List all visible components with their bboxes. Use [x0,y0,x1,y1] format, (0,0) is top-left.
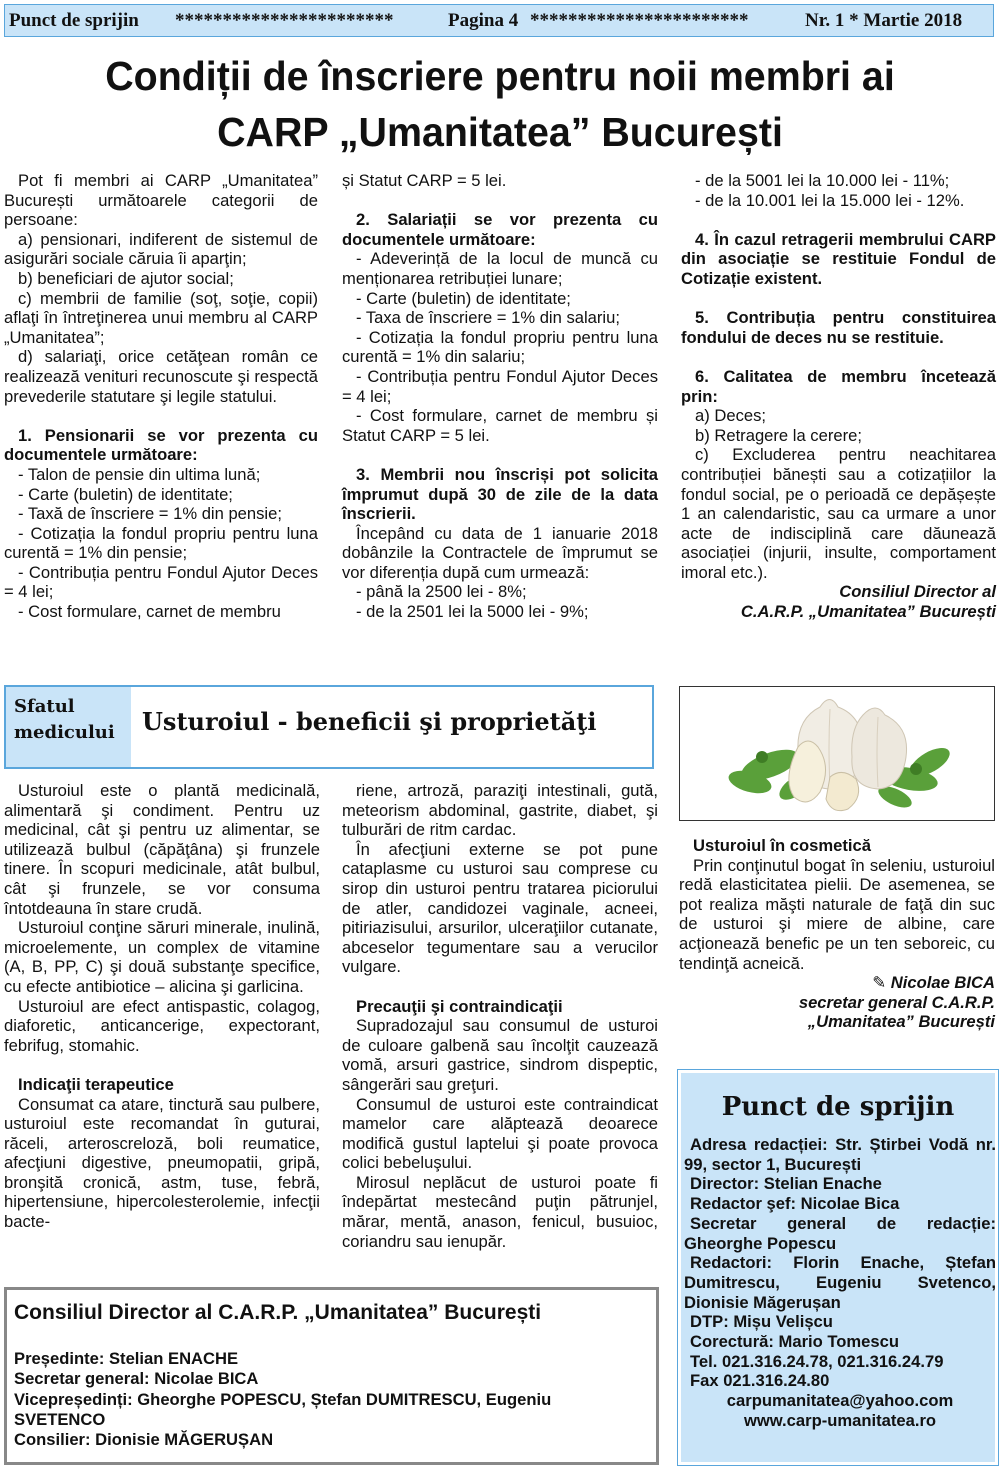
paragraph-spacer [681,289,996,309]
section-heading: Usturoiul în cosmetică [693,836,871,855]
paragraph: d) salariaţi, orice cetăţean român ce realizează venituri recunoscute şi respectă prevederile statutare şi legile statului. [4,347,318,406]
health-column-3 [679,836,995,1032]
paragraph: Prin conţinutul bogat în seleniu, usturoiul redă elasticitatea pielii. De asemenea, se pot realiza măşti naturale de faţă din suc de usturoi şi miere de albine, care acţionează benefic pe un ten seboreic, cu tendinţă acneică. [679,855,995,973]
article-title-line2: CARP „Umanitatea” București [217,109,783,155]
paragraph: a) Deces; [695,406,767,426]
masthead-content [684,1135,996,1431]
paragraph: - Adeverință de la locul de muncă cu menționarea retribuției lunare; [342,249,658,288]
paragraph: Director: Stelian Enache [690,1174,882,1194]
paragraph: c) membrii de familie (soţ, soţie, copii) aflaţi în întreţinerea unui membru al CARP „Umanitatea”; [4,288,318,347]
paragraph: și Statut CARP = 5 lei. [342,171,507,190]
garlic-illustration [680,687,995,821]
header-stars-left: *********************** [175,10,394,31]
paragraph: b) beneficiari de ajutor social; [18,268,234,288]
paragraph: Usturoiul este o plantă medicinală, alimentară şi condiment. Pentru uz medicinal, cât şi pentru uz alimentar, se utilizează bulbul (căpăţâna) şi frunzele tinere. În scopuri medicinale, atât bulbul, cât şi frunzele, se vor consuma întotdeauna în stare crudă. [4,781,320,918]
article-title [20,48,980,160]
section-heading: Precauţii şi contraindicaţii [356,996,563,1016]
paragraph: a) pensionari, indiferent de sistemul de asigurări sociale căruia îi aparţin; [4,229,318,269]
paragraph-spacer [342,977,658,997]
paragraph: Fax 021.316.24.80 [690,1371,830,1391]
paragraph: - Cotizația la fondul propriu pentru luna curentă = 1% din salariu; [342,327,658,367]
board-advisor: Consilier: Dionisie MĂGERUȘAN [14,1430,274,1450]
section-heading: 5. Contribuția pentru constituirea fondului de deces nu se restituie. [681,308,996,347]
section-heading: 6. Calitatea de membru încetează prin: [681,366,996,406]
paragraph: - Contribuția pentru Fondul Ajutor Deces = 4 lei; [342,366,658,406]
paragraph: c) Excluderea pentru neachitarea contribuției bănești sau a cotizațiilor la fondul social, pe o perioadă ce depășește 1 an calendaristic, sau ca urmare a unor acte de indisciplină care dăunează asociației (injurii, insulte, comportament imoral etc.). [681,445,996,582]
paragraph: Pot fi membri ai CARP „Umanitatea” București următoarele categorii de persoane: [4,171,318,230]
paragraph: Începând cu data de 1 ianuarie 2018 dobânzile la Contractele de împrumut se vor diferenția după cum urmează: [342,523,658,582]
paragraph: În afecţiuni externe se pot pune cataplasme cu usturoi sau comprese cu sirop din usturoi pentru tratarea piciorului de atler, candidozei vaginale, acneei, pitiriazisului, arsurilor, ulceraţiilor cutanate, abceselor tegumentare sau a verucilor vulgare. [342,839,658,977]
section-heading: Indicaţii terapeutice [18,1074,174,1094]
header-issue: Nr. 1 * Martie 2018 [805,10,963,31]
section-heading: 1. Pensionarii se vor prezenta cu documentele următoare: [4,425,318,465]
paragraph: - Carte (buletin) de identitate; [18,484,233,504]
paragraph: carpumanitatea@yahoo.com [726,1391,954,1411]
article-title-line1: Condiții de înscriere pentru noii membri ai [105,53,895,99]
paragraph-spacer [342,191,658,211]
paragraph: Usturoiul conţine săruri minerale, inulină, microelemente, un complex de vitamine (A, B, PP, C) şi două substanţe specifice, cu efecte antibiotice – alicina şi garlicina. [4,918,320,996]
paragraph: Secretar general de redacție: Gheorghe Popescu [684,1213,996,1253]
signature-line: C.A.R.P. „Umanitatea” București [740,602,996,622]
paragraph: Supradozajul sau consumul de usturoi de culoare galbenă sau încolţit cauzează vomă, arsuri gastrice, sindrom dispeptic, sângerări sau greţuri. [342,1016,658,1094]
page-header [4,4,994,37]
paragraph: Mirosul neplăcut de usturoi poate fi îndepărtat mestecând puţin pătrunjel, mărar, mentă, anason, fenicul, busuioc, coriandru sau ienupăr. [342,1172,658,1251]
paragraph: - de la 2501 lei la 5000 lei - 9%; [356,602,589,622]
paragraph: - până la 2500 lei - 8%; [356,582,527,602]
paragraph: Redactor şef: Nicolae Bica [690,1194,900,1214]
paragraph: Corectură: Mario Tomescu [690,1332,900,1352]
paragraph: - Taxa de înscriere = 1% din salariu; [356,308,620,328]
header-page-number: Pagina 4 [448,10,519,31]
board-members [14,1349,644,1450]
health-column-1 [4,781,320,1232]
section-heading: 4. În cazul retragerii membrului CARP din asociație se restituie Fondul de Cotizație existent. [681,229,996,288]
paragraph-spacer [342,445,658,465]
paragraph: - Contribuția pentru Fondul Ajutor Deces = 4 lei; [4,562,318,602]
header-publication: Punct de sprijin [9,10,139,31]
paragraph: - Cost formulare, carnet de membru și Statut CARP = 5 lei. [342,406,658,445]
paragraph-spacer [681,210,996,230]
paragraph: - Taxă de înscriere = 1% din pensie; [18,504,282,524]
paragraph-spacer [681,347,996,367]
paragraph: Adresa redacției: Str. Știrbei Vodă nr. 99, sector 1, București [684,1135,996,1174]
section-heading: 2. Salariații se vor prezenta cu documentele următoare: [342,210,658,249]
health-section-tag [6,687,131,767]
paragraph: Consumul de usturoi este contraindicat mamelor care alăptează deoarece modifică gustul laptelui şi poate provoca colici bebeluşului. [342,1094,658,1173]
paragraph: - de la 5001 lei la 10.000 lei - 11%; [695,171,950,190]
conditions-column-1 [4,171,318,622]
paragraph: Tel. 021.316.24.78, 021.316.24.79 [690,1351,944,1371]
section-heading: 3. Membrii nou înscriși pot solicita împrumut după 30 de zile de la data înscrierii. [342,464,658,524]
signature-line: ✎ Nicolae BICA [872,973,995,993]
health-tag-line1: Sfatul [14,696,75,717]
signature-line: Consiliul Director al [839,582,996,602]
masthead-title: Punct de sprijin [721,1092,955,1122]
header-stars-right: *********************** [530,10,749,31]
paragraph: DTP: Mișu Velișcu [690,1312,833,1332]
health-tag-line2: medicului [14,722,115,743]
paragraph: - Cost formulare, carnet de membru [18,602,281,622]
paragraph: - de la 10.001 lei la 15.000 lei - 12%. [695,190,965,210]
board-president: Președinte: Stelian ENACHE [14,1349,239,1368]
paragraph: - Carte (buletin) de identitate; [356,288,571,308]
garlic-photo [679,686,995,821]
board-secretary: Secretar general: Nicolae BICA [14,1369,259,1389]
paragraph: Usturoiul are efect antispastic, colagog, diaforetic, anticancerige, expectorant, febrifug, stomahic. [4,996,320,1055]
board-title: Consiliul Director al C.A.R.P. „Umanitatea” București [14,1301,542,1324]
signature-line: secretar general C.A.R.P. [798,992,995,1012]
health-column-2 [342,781,658,1251]
paragraph-spacer [4,406,318,426]
paragraph: riene, artroză, paraziţi intestinali, gută, meteorism abdominal, gastrite, diabet, şi tulburări de ritm cardac. [342,781,658,840]
board-vicepresidents: Vicepreședinți: Gheorghe POPESCU, Ștefan DUMITRESCU, Eugeniu SVETENCO [14,1389,552,1429]
paragraph: www.carp-umanitatea.ro [743,1410,937,1430]
paragraph: Consumat ca atare, tinctură sau pulbere, usturoiul este recomandat în guturai, răceli, arteroscreloză, boli reumatice, afecţiuni digestive, pneumopatii, gripă, bronşită cronică, astm, tuse, febră, hipertensiune, hipercolesterolemie, infecţii bacte- [4,1094,320,1232]
paragraph: b) Retragere la cerere; [695,425,862,445]
conditions-column-3 [681,171,996,622]
paragraph: - Cotizația la fondul propriu pentru luna curentă = 1% din pensie; [4,523,318,563]
paragraph: Redactori: Florin Enache, Ștefan Dumitrescu, Eugeniu Svetenco, Dionisie Măgerușan [684,1253,996,1312]
paragraph: - Talon de pensie din ultima lună; [18,464,261,484]
conditions-column-2 [342,171,658,622]
signature-line: „Umanitatea” București [807,1012,995,1032]
paragraph-spacer [4,1055,320,1075]
health-article-title: Usturoiul - beneficii şi proprietăţi [142,707,597,736]
